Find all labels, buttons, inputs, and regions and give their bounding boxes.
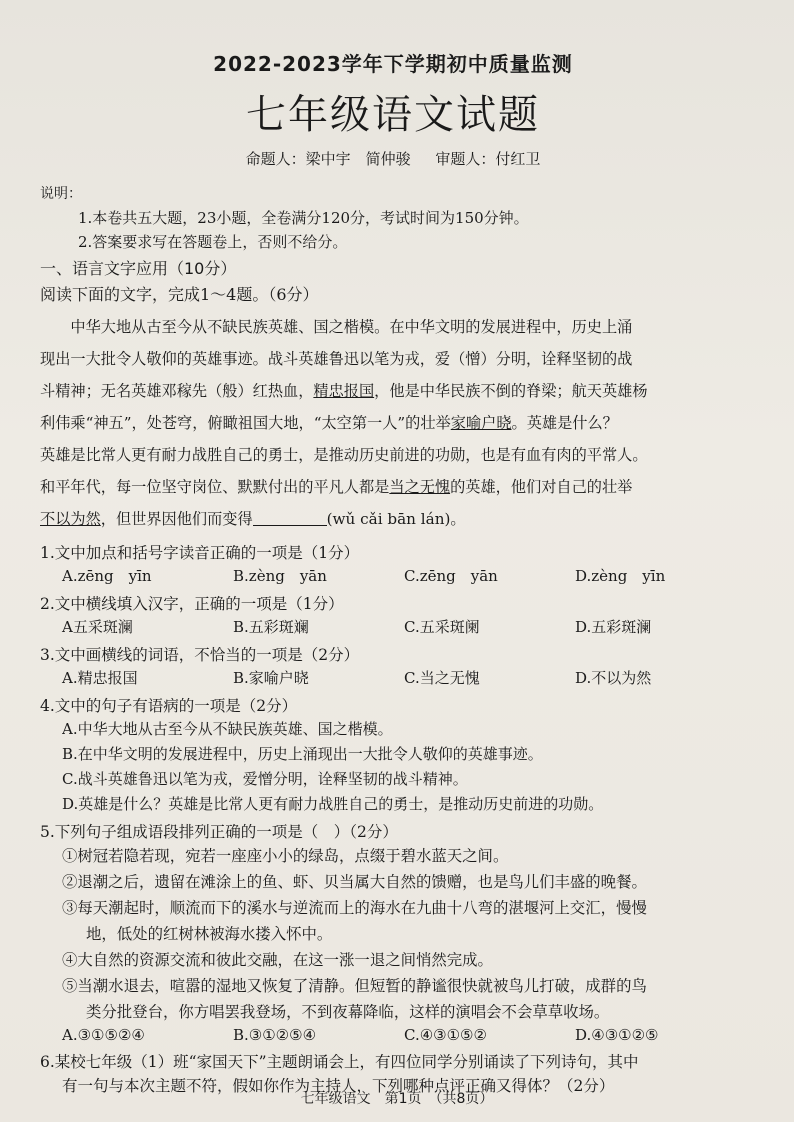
- passage-line-3: [40, 375, 746, 407]
- question-5-stem: 5.下列句子组成语段排列正确的一项是（ ）（2分）: [40, 823, 398, 841]
- option-b: B.五彩斑斓: [233, 618, 309, 636]
- passage-text: ，但世界因他们而变得: [100, 510, 253, 528]
- option-d: D.五彩斑澜: [575, 618, 652, 636]
- option-a: A.zēng yīn: [62, 567, 152, 585]
- option-a: A五采斑澜: [62, 618, 133, 636]
- question-2-stem: 2.文中横线填入汉字，正确的一项是（1分）: [40, 595, 344, 613]
- option-c: C.当之无愧: [404, 669, 480, 687]
- option-b: B.③①②⑤④: [233, 1026, 317, 1044]
- underlined-phrase: 精忠报国: [313, 382, 375, 400]
- underlined-phrase: 当之无愧: [389, 478, 451, 496]
- passage-line-5: 英雄是比常人更有耐力战胜自己的勇士，是推动历史前进的功勋，也是有血有肉的平常人。: [40, 446, 648, 464]
- passage-line-6: [40, 471, 746, 503]
- question-5-options: [62, 1026, 746, 1044]
- sentence-1: ①树冠若隐若现，宛若一座座小小的绿岛，点缀于碧水蓝天之间。: [62, 847, 509, 865]
- sentence-3: ③每天潮起时，顺流而下的溪水与逆流而上的海水在九曲十八弯的湛堰河上交汇，慢慢: [62, 899, 647, 917]
- option-a: A.中华大地从古至今从不缺民族英雄、国之楷模。: [62, 720, 393, 738]
- passage-text: 利伟乘“神五”，处苍穹，俯瞰祖国大地，“太空第一人”的壮举: [40, 414, 451, 432]
- notes-heading: 说明：: [40, 186, 82, 202]
- question-4-stem: 4.文中的句子有语病的一项是（2分）: [40, 697, 298, 715]
- sentence-2: ②退潮之后，遗留在滩涂上的鱼、虾、贝当属大自然的馈赠，也是鸟儿们丰盛的晚餐。: [62, 873, 647, 891]
- section-1-intro: 阅读下面的文字，完成1～4题。（6分）: [40, 285, 319, 304]
- option-b: B.zèng yān: [233, 567, 327, 585]
- question-3-options: [62, 667, 746, 688]
- exam-title: 2022-2023学年下学期初中质量监测: [213, 52, 573, 76]
- option-c: C.④③①⑤②: [404, 1026, 487, 1044]
- passage-text: ，他是中华民族不倒的脊梁；航天英雄杨: [374, 382, 648, 400]
- pinyin-hint: (wǔ cǎi bān lán)。: [326, 510, 466, 528]
- sentence-5-cont: 类分批登台，你方唱罢我登场，不到夜幕降临，这样的演唱会不会草草收场。: [86, 1003, 610, 1021]
- option-d: D.英雄是什么？英雄是比常人更有耐力战胜自己的勇士，是推动历史前进的功勋。: [62, 795, 604, 813]
- option-d: D.④③①②⑤: [575, 1026, 659, 1044]
- fill-in-blank: [253, 510, 327, 526]
- option-c: C.zēng yān: [404, 567, 498, 585]
- passage-line-2: 现出一大批令人敬仰的英雄事迹。战斗英雄鲁迅以笔为戎，爱（憎）分明，诠释坚韧的战: [40, 350, 633, 368]
- option-c: C.五采斑阑: [404, 618, 480, 636]
- question-6-stem: 6.某校七年级（1）班“家国天下”主题朗诵会上，有四位同学分别诵读了下列诗句，其中: [40, 1053, 639, 1071]
- passage-text: 和平年代，每一位坚守岗位、默默付出的平凡人都是: [40, 478, 390, 496]
- option-b: B.家喻户晓: [233, 669, 309, 687]
- setters: 命题人：梁中宇 简仲骏: [245, 150, 411, 168]
- sentence-5: ⑤当潮水退去，喧嚣的湿地又恢复了清静。但短暂的静谧很快就被鸟儿打破，成群的鸟: [62, 977, 647, 995]
- passage-text: 斗精神；无名英雄邓稼先（般）红热血，: [40, 382, 314, 400]
- sentence-4: ④大自然的资源交流和彼此交融，在这一涨一退之间悄然完成。: [62, 951, 493, 969]
- option-a: A.精忠报国: [62, 669, 138, 687]
- option-d: D.zèng yīn: [575, 567, 666, 585]
- note-item-2: 2.答案要求写在答题卷上，否则不给分。: [78, 233, 348, 251]
- passage-line-4: [40, 407, 746, 439]
- sentence-3-cont: 地，低处的红树林被海水搂入怀中。: [86, 925, 333, 943]
- question-3-stem: 3.文中画横线的词语，不恰当的一项是（2分）: [40, 646, 360, 664]
- option-b: B.在中华文明的发展进程中，历史上涌现出一大批令人敬仰的英雄事迹。: [62, 745, 543, 763]
- reading-passage: [40, 311, 746, 535]
- authors-line: [40, 148, 746, 169]
- option-c: C.战斗英雄鲁迅以笔为戎，爱憎分明，诠释坚韧的战斗精神。: [62, 770, 468, 788]
- section-1-title: 一、语言文字应用（10分）: [40, 259, 237, 278]
- question-2-options: [62, 616, 746, 637]
- passage-text: 。英雄是什么？: [511, 414, 618, 432]
- option-a: A.③①⑤②④: [62, 1026, 145, 1044]
- paper-title: 七年级语文试题: [246, 92, 540, 138]
- underlined-phrase: 家喻户晓: [450, 414, 512, 432]
- question-1-stem: 1.文中加点和括号字读音正确的一项是（1分）: [40, 544, 360, 562]
- question-1-options: [62, 565, 746, 586]
- passage-line-7: [40, 503, 746, 535]
- passage-line-1: 中华大地从古至今从不缺民族英雄、国之楷模。在中华文明的发展进程中，历史上涌: [70, 318, 633, 336]
- passage-text: 的英雄，他们对自己的壮举: [450, 478, 633, 496]
- reviewer: 审题人：付红卫: [435, 150, 541, 168]
- underlined-phrase: 不以为然: [40, 510, 101, 528]
- note-item-1: 1.本卷共五大题，23小题，全卷满分120分，考试时间为150分钟。: [78, 209, 529, 227]
- question-6-stem-cont: 有一句与本次主题不符，假如你作为主持人，下列哪种点评正确又得体？（2分）: [62, 1077, 615, 1095]
- page-footer: 七年级语文 第1页 （共8页）: [300, 1091, 494, 1107]
- option-d: D.不以为然: [575, 669, 652, 687]
